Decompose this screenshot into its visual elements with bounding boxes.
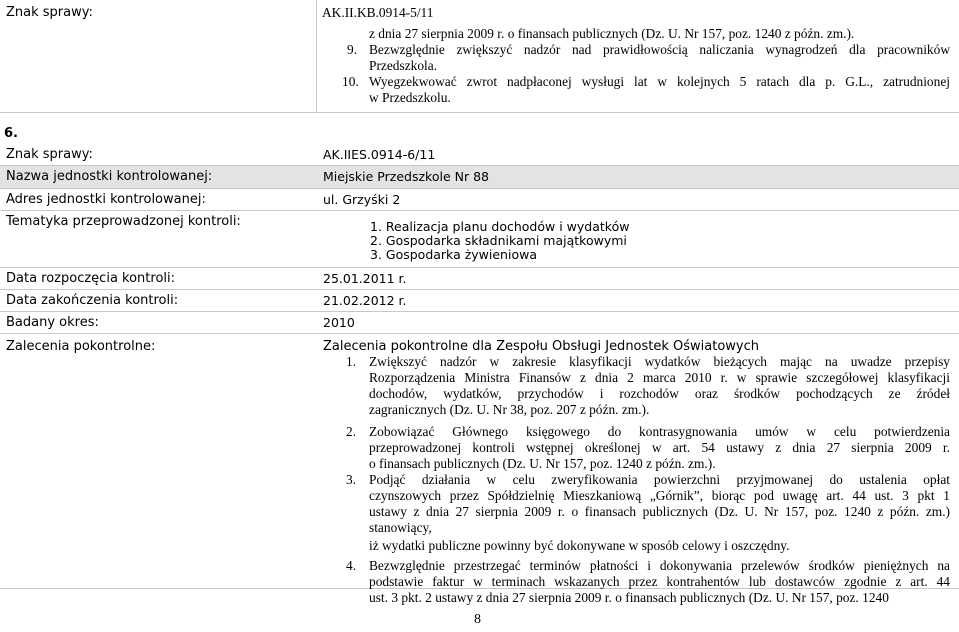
zalecenie-2-line-3: o finansach publicznych (Dz. U. Nr 157, poz. 1240 z późn. zm.).: [369, 456, 716, 471]
zalecenie-4-line-3: ust. 3 pkt. 2 ustawy z dnia 27 sierpnia 2009 r. o finansach publicznych (Dz. U. Nr 157, poz. 1240: [369, 590, 889, 605]
row-znak-sprawy: [0, 144, 959, 166]
zalecenie-2-line-2: przeprowadzonej kontroli wstępnej określonej w art. 54 ustawy z dnia 27 sierpnia 2009 r.: [369, 440, 950, 455]
row-data-rozpoczecia: [0, 268, 959, 290]
tematyka-label: Tematyka przeprowadzonej kontroli:: [6, 214, 241, 229]
znak-sprawy-label-top: Znak sprawy:: [6, 5, 93, 20]
zalecenia-block: [0, 334, 959, 605]
row-nazwa: [0, 166, 959, 189]
zalecenie-4-line-2: podstawie faktur w terminach wskazanych przez kontrahentów lub dostawców zgodnie z art. 44: [369, 574, 950, 589]
top-item-9-num: 9.: [347, 42, 358, 57]
top-item-10-num: 10.: [342, 74, 359, 89]
adres-label: Adres jednostki kontrolowanej:: [6, 192, 206, 207]
top-item-10-line-2: w Przedszkolu.: [369, 90, 451, 105]
top-item-9-line-1: Bezwzględnie zwiększyć nadzór nad prawidłowością naliczania wynagrodzeń dla pracowników: [369, 42, 950, 57]
section-number: 6.: [4, 126, 18, 141]
data-zakonczenia-value: 21.02.2012 r.: [323, 293, 407, 308]
zalecenie-4-num: 4.: [346, 558, 357, 573]
zalecenie-3-line-2: czynszowych przez Spółdzielnię Mieszkaniową „Górnik”, biorąc pod uwagę art. 44 ust. 3 pkt 1: [369, 488, 950, 503]
zalecenie-3-line-5: iż wydatki publiczne powinny być dokonywane w sposób celowy i oszczędny.: [369, 538, 790, 553]
top-item-10-line-1: Wyegzekwować zwrot nadpłaconej wysługi lat w kolejnych 5 ratach dla p. G.L., zatrudnionej: [369, 74, 950, 89]
data-zakonczenia-label: Data zakończenia kontroli:: [6, 293, 179, 308]
zalecenie-2-line-1: Zobowiązać Głównego księgowego do kontrasygnowania umów w celu potwierdzenia: [369, 424, 950, 439]
zalecenia-label: Zalecenia pokontrolne:: [6, 339, 156, 354]
badany-okres-label: Badany okres:: [6, 315, 99, 330]
row-tematyka: [0, 211, 959, 268]
zalecenie-1-num: 1.: [346, 354, 357, 369]
zalecenie-1-line-4: zagranicznych (Dz. U. Nr 38, poz. 207 z późn. zm.).: [369, 402, 650, 417]
zalecenie-1-line-3: dochodów, wydatków, przychodów i rozchodów oraz środków pochodzących ze źródeł: [369, 386, 950, 401]
zalecenie-3-line-4: stanowiący,: [369, 520, 432, 535]
zalecenie-1-line-2: Rozporządzenia Ministra Finansów z dnia 2 marca 2010 r. w sprawie szczegółowej klasyfikacji: [369, 370, 950, 385]
zalecenie-4-line-1: Bezwzględnie przestrzegać terminów płatności i dokonywania przelewów środków pieniężnych na: [369, 558, 950, 573]
tematyka-item-2: 2. Gospodarka składnikami majątkowymi: [370, 233, 627, 248]
zalecenia-heading: Zalecenia pokontrolne dla Zespołu Obsługi Jednostek Oświatowych: [323, 339, 760, 354]
row-badany-okres: [0, 312, 959, 334]
top-item-9-line-2: Przedszkola.: [369, 58, 438, 73]
znak-sprawy-value-top: AK.II.KB.0914-5/11: [322, 5, 434, 20]
zalecenie-3-line-3: ustawy z dnia 27 sierpnia 2009 r. o finansach publicznych (Dz. U. Nr 157, poz. 1240 z późn. zm.): [369, 504, 950, 519]
data-rozpoczecia-value: 25.01.2011 r.: [323, 271, 407, 286]
znak-sprawy-value: AK.IIES.0914-6/11: [323, 147, 436, 162]
tematyka-item-3: 3. Gospodarka żywieniowa: [370, 247, 537, 262]
top-table: [0, 0, 959, 113]
nazwa-label: Nazwa jednostki kontrolowanej:: [6, 169, 213, 184]
zalecenie-2-num: 2.: [346, 424, 357, 439]
tematyka-item-1: 1. Realizacja planu dochodów i wydatków: [370, 219, 630, 234]
top-line-1: z dnia 27 sierpnia 2009 r. o finansach publicznych (Dz. U. Nr 157, poz. 1240 z późn. zm.).: [369, 26, 855, 41]
nazwa-value: Miejskie Przedszkole Nr 88: [323, 169, 489, 184]
zalecenie-3-line-1: Podjąć działania w celu zweryfikowania powierzchni przyjmowanej do ustalenia opłat: [369, 472, 950, 487]
data-rozpoczecia-label: Data rozpoczęcia kontroli:: [6, 271, 176, 286]
page-number: 8: [474, 612, 481, 627]
zalecenie-3-num: 3.: [346, 472, 357, 487]
znak-sprawy-label: Znak sprawy:: [6, 147, 93, 162]
row-adres: [0, 189, 959, 211]
zalecenie-1-line-1: Zwiększyć nadzór w zakresie klasyfikacji wydatków bieżących mając na uwadze przepisy: [369, 354, 950, 369]
badany-okres-value: 2010: [323, 315, 355, 330]
row-data-zakonczenia: [0, 290, 959, 312]
adres-value: ul. Grzyśki 2: [323, 192, 401, 207]
